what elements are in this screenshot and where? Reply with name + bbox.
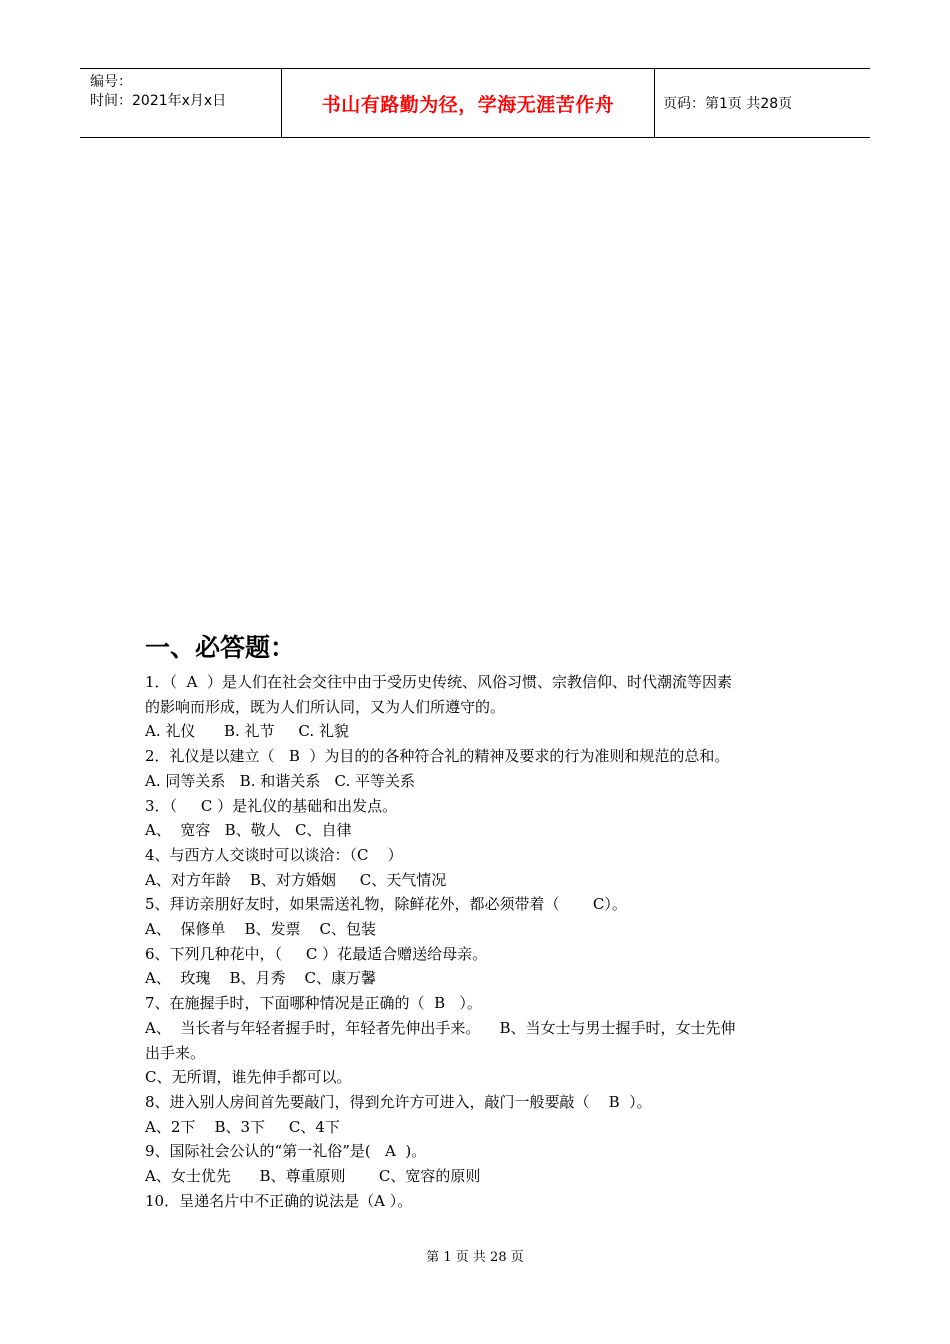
question-line: 2．礼仪是以建立（ B ）为目的的各种符合礼的精神及要求的行为准则和规范的总和。 (145, 747, 730, 766)
question-line: 6、下列几种花中，（ C ）花最适合赠送给母亲。 (145, 944, 488, 963)
document-number-label: 编号： (90, 74, 132, 90)
answer-options: A、 当长者与年轻者握手时，年轻者先伸出手来。 B、当女士与男士握手时，女士先伸 (145, 1018, 736, 1037)
question-line: 的影响而形成，既为人们所认同，又为人们所遵守的。 (145, 697, 506, 716)
question-line: 7、在施握手时，下面哪种情况是正确的（ B ）。 (145, 994, 482, 1013)
answer-options: A、女士优先 B、尊重原则 C、宽容的原则 (145, 1167, 481, 1186)
question-line: 8、进入别人房间首先要敲门，得到允许方可进入，敲门一般要敲（ B ）。 (145, 1092, 652, 1111)
header-meta-cell (80, 69, 282, 137)
footer-page-number: 第 1 页 共 28 页 (426, 1250, 524, 1265)
header-page-info: 页码：第1页 共28页 (663, 96, 793, 112)
question-line: 10．呈递名片中不正确的说法是（A ）。 (145, 1191, 413, 1210)
document-time-label: 时间：2021年x月x日 (90, 93, 227, 109)
document-body (145, 628, 815, 1213)
answer-options: A、对方年龄 B、对方婚姻 C、天气情况 (145, 870, 447, 889)
question-line: 1．（ A ）是人们在社会交往中由于受历史传统、风俗习惯、宗教信仰、时代潮流等因素 (145, 673, 732, 691)
answer-options: A、 宽容 B、敬人 C、自律 (145, 821, 352, 840)
page-header (80, 68, 870, 138)
header-page-cell (655, 69, 870, 137)
answer-options: C、无所谓，谁先伸手都可以。 (145, 1068, 352, 1087)
header-motto-cell (282, 69, 655, 137)
question-line: 3．（ C ）是礼仪的基础和出发点。 (145, 796, 398, 815)
answer-options: A. 礼仪 B. 礼节 C. 礼貌 (145, 722, 349, 741)
page-footer (0, 1246, 950, 1265)
section-title: 一、必答题： (145, 633, 296, 662)
answer-options: A、 保修单 B、发票 C、包装 (145, 920, 377, 939)
question-line: 5、拜访亲朋好友时，如果需送礼物，除鲜花外，都必须带着（ C）。 (145, 895, 627, 914)
question-line: 4、与西方人交谈时可以谈洽：（C ） (145, 845, 403, 864)
question-line: 9、国际社会公认的“第一礼俗”是( A )。 (145, 1142, 427, 1161)
answer-options: A. 同等关系 B. 和谐关系 C. 平等关系 (145, 771, 416, 790)
answer-options: A、2下 B、3下 C、4下 (145, 1117, 340, 1136)
answer-options: 出手来。 (145, 1043, 206, 1062)
header-motto: 书山有路勤为径，学海无涯苦作舟 (321, 93, 615, 116)
answer-options: A、 玫瑰 B、月秀 C、康万馨 (145, 969, 377, 988)
